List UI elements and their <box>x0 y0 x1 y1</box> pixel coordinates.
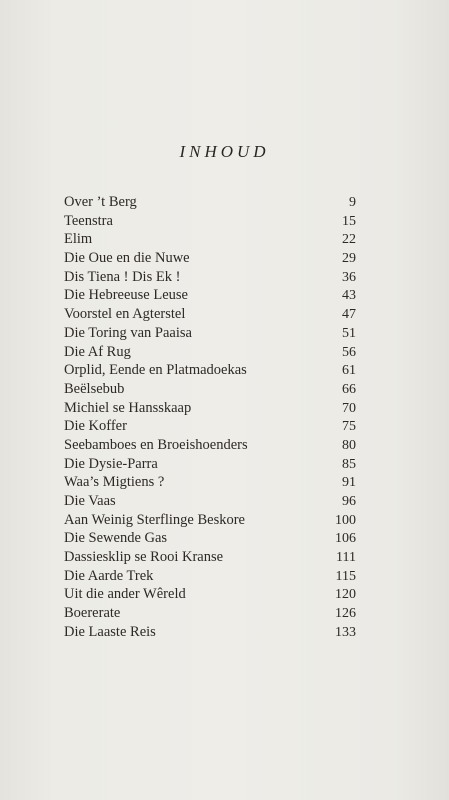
toc-entry-title: Elim <box>64 231 93 248</box>
toc-entry <box>64 530 356 549</box>
toc-entry-title: Uit die ander Wêreld <box>64 586 186 603</box>
toc-entry-page: 115 <box>335 568 356 584</box>
toc-entry-page: 29 <box>342 251 356 267</box>
toc-entry-page: 56 <box>342 344 356 360</box>
toc-entry-title: Die Dysie-Parra <box>64 455 158 472</box>
toc-entry <box>64 269 356 288</box>
toc-entry-page: 47 <box>342 307 356 323</box>
toc-entry <box>64 287 356 306</box>
toc-entry <box>64 362 356 381</box>
toc-entry <box>64 493 356 512</box>
toc-entry-title: Die Hebreeuse Leuse <box>64 287 188 304</box>
toc-entry-page: 22 <box>342 232 356 248</box>
toc-entry-page: 51 <box>342 325 356 341</box>
toc-entry-title: Teenstra <box>64 212 113 229</box>
toc-entry-page: 100 <box>335 512 356 528</box>
toc-entry-page: 133 <box>335 624 356 640</box>
toc-entry-page: 9 <box>349 195 356 210</box>
toc-entry <box>64 194 356 213</box>
toc-entry-page: 111 <box>336 550 356 566</box>
toc-entry-title: Die Sewende Gas <box>64 530 168 547</box>
toc-entry-page: 66 <box>342 381 356 397</box>
toc-entry-title: Voorstel en Agterstel <box>64 306 186 323</box>
toc-entry-title: Die Oue en die Nuwe <box>64 250 190 267</box>
toc-entry-title: Aan Weinig Sterflinge Beskore <box>64 511 245 528</box>
toc-entry-title: Orplid, Eende en Platmadoekas <box>64 362 247 379</box>
toc-entry <box>64 605 356 624</box>
toc-entry-title: Beëlsebub <box>64 380 125 397</box>
toc-entry-title: Waa’s Migtiens ? <box>64 474 165 491</box>
contents-heading: INHOUD <box>179 142 270 161</box>
toc-entry <box>64 418 356 437</box>
toc-entry-title: Michiel se Hansskaap <box>64 399 192 416</box>
toc-entry <box>64 306 356 325</box>
toc-entry-title: Die Koffer <box>64 418 127 435</box>
toc-entry <box>64 344 356 363</box>
toc-entry-page: 126 <box>335 606 356 622</box>
toc-entry <box>64 381 356 400</box>
toc-entry-title: Boererate <box>64 605 121 622</box>
toc-entry <box>64 400 356 419</box>
table-of-contents <box>64 194 356 643</box>
toc-entry-title: Seebamboes en Broeishoenders <box>64 436 248 453</box>
toc-entry-page: 106 <box>335 531 356 547</box>
toc-entry <box>64 512 356 531</box>
toc-entry-title: Over ’t Berg <box>64 194 137 210</box>
toc-entry <box>64 474 356 493</box>
toc-entry-title: Die Aarde Trek <box>64 567 154 584</box>
toc-entry-page: 85 <box>342 456 356 472</box>
toc-entry-title: Dassiesklip se Rooi Kranse <box>64 549 224 566</box>
toc-entry-title: Dis Tiena ! Dis Ek ! <box>64 268 181 285</box>
toc-entry <box>64 568 356 587</box>
toc-entry <box>64 624 356 643</box>
toc-entry-page: 43 <box>342 288 356 304</box>
toc-entry-page: 96 <box>342 494 356 509</box>
toc-entry-page: 61 <box>342 363 356 379</box>
toc-entry <box>64 213 356 232</box>
toc-entry-page: 75 <box>342 419 356 435</box>
toc-entry-title: Die Toring van Paaisa <box>64 324 192 341</box>
toc-entry-title: Die Af Rug <box>64 343 131 360</box>
toc-entry <box>64 549 356 568</box>
toc-entry-title: Die Vaas <box>64 493 116 509</box>
toc-entry-page: 91 <box>342 475 356 491</box>
toc-entry-title: Die Laaste Reis <box>64 623 156 640</box>
toc-entry <box>64 586 356 605</box>
toc-entry-page: 120 <box>335 587 356 603</box>
toc-entry <box>64 325 356 344</box>
toc-entry <box>64 437 356 456</box>
toc-entry-page: 36 <box>342 269 356 285</box>
toc-entry <box>64 250 356 269</box>
toc-entry-page: 80 <box>342 437 356 453</box>
toc-entry <box>64 456 356 475</box>
toc-entry <box>64 231 356 250</box>
toc-entry-page: 15 <box>342 213 356 229</box>
toc-entry-page: 70 <box>342 400 356 416</box>
